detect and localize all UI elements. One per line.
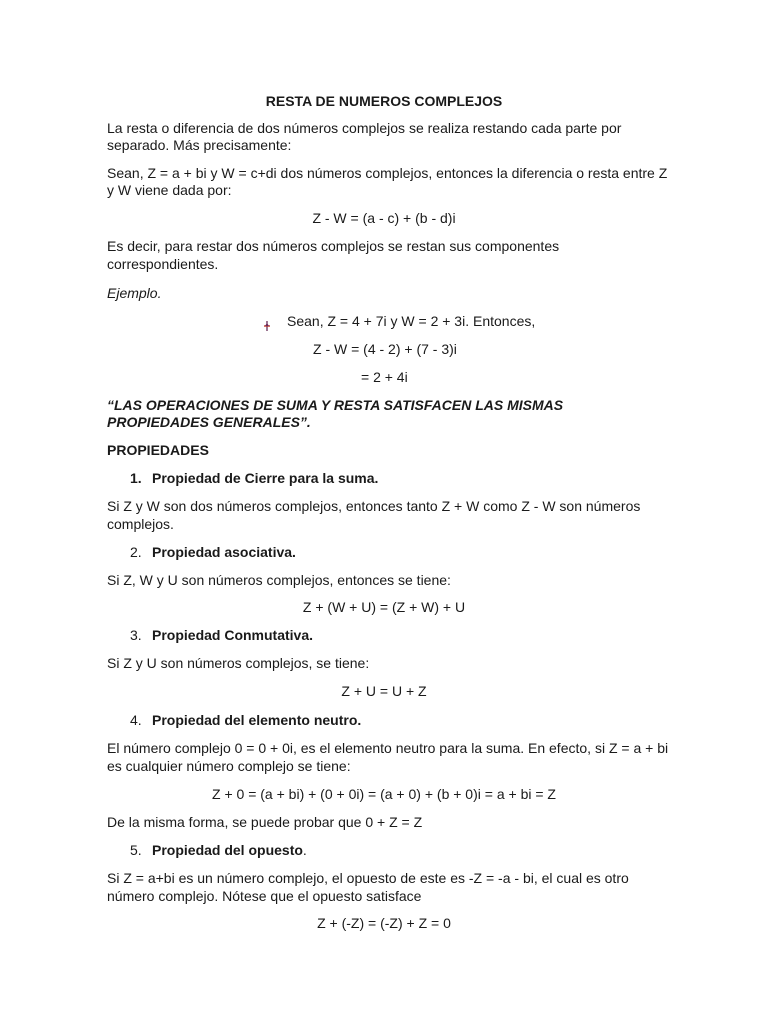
document-title: RESTA DE NUMEROS COMPLEJOS xyxy=(265,93,503,109)
propiedades-heading: PROPIEDADES xyxy=(107,442,209,458)
quote-line-2: PROPIEDADES GENERALES”. xyxy=(107,414,311,430)
property-4-text-1: El número complejo 0 = 0 + 0i, es el elemento neutro para la suma. En efecto, si Z = a + bi xyxy=(107,740,669,756)
es-decir-line-2: correspondientes. xyxy=(107,256,219,272)
sean-line-1: Sean, Z = a + bi y W = c+di dos números complejos, entonces la diferencia o resta entre Z xyxy=(107,165,668,181)
property-2-text-1: Si Z, W y U son números complejos, entonces se tiene: xyxy=(107,572,451,588)
property-2-number: 2. xyxy=(130,544,142,560)
es-decir-line-1: Es decir, para restar dos números complejos se restan sus componentes xyxy=(107,238,560,254)
property-3-heading xyxy=(108,626,313,644)
property-3-title: Propiedad Conmutativa. xyxy=(152,627,314,643)
example-line-1: Sean, Z = 4 + 7i y W = 2 + 3i. Entonces, xyxy=(287,313,536,329)
property-2-title: Propiedad asociativa. xyxy=(152,544,296,560)
property-1-number: 1. xyxy=(130,470,142,486)
example-line-2: Z - W = (4 - 2) + (7 - 3)i xyxy=(313,341,457,357)
property-3-formula: Z + U = U + Z xyxy=(341,683,427,699)
ejemplo-label: Ejemplo. xyxy=(107,285,162,301)
property-4-number: 4. xyxy=(130,712,142,728)
intro-line-2: separado. Más precisamente: xyxy=(107,137,292,153)
property-1-title: Propiedad de Cierre para la suma. xyxy=(152,470,379,486)
property-1-heading xyxy=(108,469,378,487)
property-5-text-2: número complejo. Nótese que el opuesto satisface xyxy=(107,888,422,904)
property-2-heading xyxy=(108,543,296,561)
property-4-text-after: De la misma forma, se puede probar que 0 + Z = Z xyxy=(107,814,423,830)
property-2-formula: Z + (W + U) = (Z + W) + U xyxy=(302,599,466,615)
property-4-title: Propiedad del elemento neutro. xyxy=(152,712,362,728)
property-4-text-2: es cualquier número complejo se tiene: xyxy=(107,758,351,774)
property-5-text-1: Si Z = a+bi es un número complejo, el opuesto de este es -Z = -a - bi, el cual es otro xyxy=(107,870,629,886)
main-formula: Z - W = (a - c) + (b - d)i xyxy=(312,210,456,226)
arrow-bullet-icon xyxy=(263,320,271,332)
property-4-heading xyxy=(108,711,361,729)
property-1-text-1: Si Z y W son dos números complejos, entonces tanto Z + W como Z - W son números xyxy=(107,498,641,514)
intro-line-1: La resta o diferencia de dos números complejos se realiza restando cada parte por xyxy=(107,120,622,136)
property-3-text-1: Si Z y U son números complejos, se tiene: xyxy=(107,655,370,671)
property-3-number: 3. xyxy=(130,627,142,643)
property-1-text-2: complejos. xyxy=(107,516,174,532)
sean-line-2: y W viene dada por: xyxy=(107,182,232,198)
property-5-number: 5. xyxy=(130,842,142,858)
quote-line-1: “LAS OPERACIONES DE SUMA Y RESTA SATISFACEN LAS MISMAS xyxy=(107,397,564,413)
property-5-title-suffix: . xyxy=(302,842,307,858)
property-5-heading xyxy=(108,841,307,859)
example-line-3: = 2 + 4i xyxy=(361,369,408,385)
property-5-formula: Z + (-Z) = (-Z) + Z = 0 xyxy=(317,915,451,931)
property-4-formula: Z + 0 = (a + bi) + (0 + 0i) = (a + 0) + (b + 0)i = a + bi = Z xyxy=(212,786,556,802)
property-5-title: Propiedad del opuesto xyxy=(152,842,303,858)
